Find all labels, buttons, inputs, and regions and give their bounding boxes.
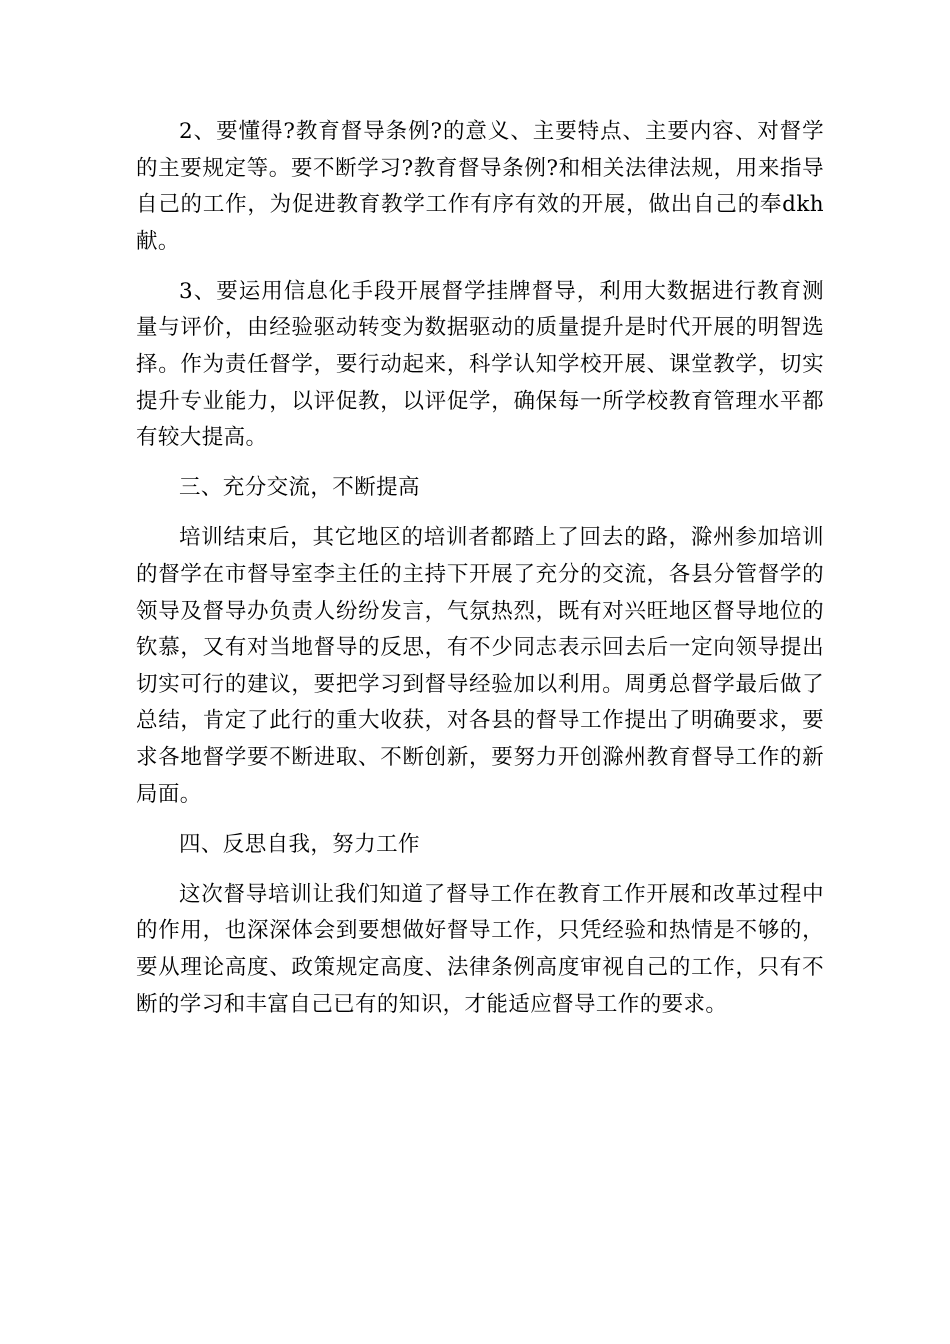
section-heading-4: 四、反思自我，努力工作 bbox=[179, 831, 420, 857]
document-page bbox=[136, 114, 824, 1037]
paragraph-reflection: 这次督导培训让我们知道了督导工作在教育工作开展和改革过程中的作用，也深深体会到要想做好督导工作，只凭经验和热情是不够的，要从理论高度、政策规定高度、法律条例高度审视自己的工作，只有不断的学习和丰富自己已有的知识，才能适应督导工作的要求。 bbox=[136, 881, 824, 1017]
section-heading-3: 三、充分交流，不断提高 bbox=[179, 475, 420, 501]
paragraph-item-2: 2、要懂得?教育督导条例?的意义、主要特点、主要内容、对督学的主要规定等。要不断学习?教育督导条例?和相关法律法规，用来指导自己的工作，为促进教育教学工作有序有效的开展，做出自己的奉dkh献。 bbox=[136, 119, 824, 254]
paragraph-exchange: 培训结束后，其它地区的培训者都踏上了回去的路，滁州参加培训的督学在市督导室李主任的主持下开展了充分的交流，各县分管督学的领导及督导办负责人纷纷发言，气氛热烈，既有对兴旺地区督导地位的钦慕，又有对当地督导的反思，有不少同志表示回去后一定向领导提出切实可行的建议，要把学习到督导经验加以利用。周勇总督学最后做了总结，肯定了此行的重大收获，对各县的督导工作提出了明确要求，要求各地督学要不断进取、不断创新，要努力开创滁州教育督导工作的新局面。 bbox=[136, 525, 824, 807]
paragraph-item-3: 3、要运用信息化手段开展督学挂牌督导，利用大数据进行教育测量与评价，由经验驱动转变为数据驱动的质量提升是时代开展的明智选择。作为责任督学，要行动起来，科学认知学校开展、课堂教学，切实提升专业能力，以评促教，以评促学，确保每一所学校教育管理水平都有较大提高。 bbox=[136, 278, 824, 451]
